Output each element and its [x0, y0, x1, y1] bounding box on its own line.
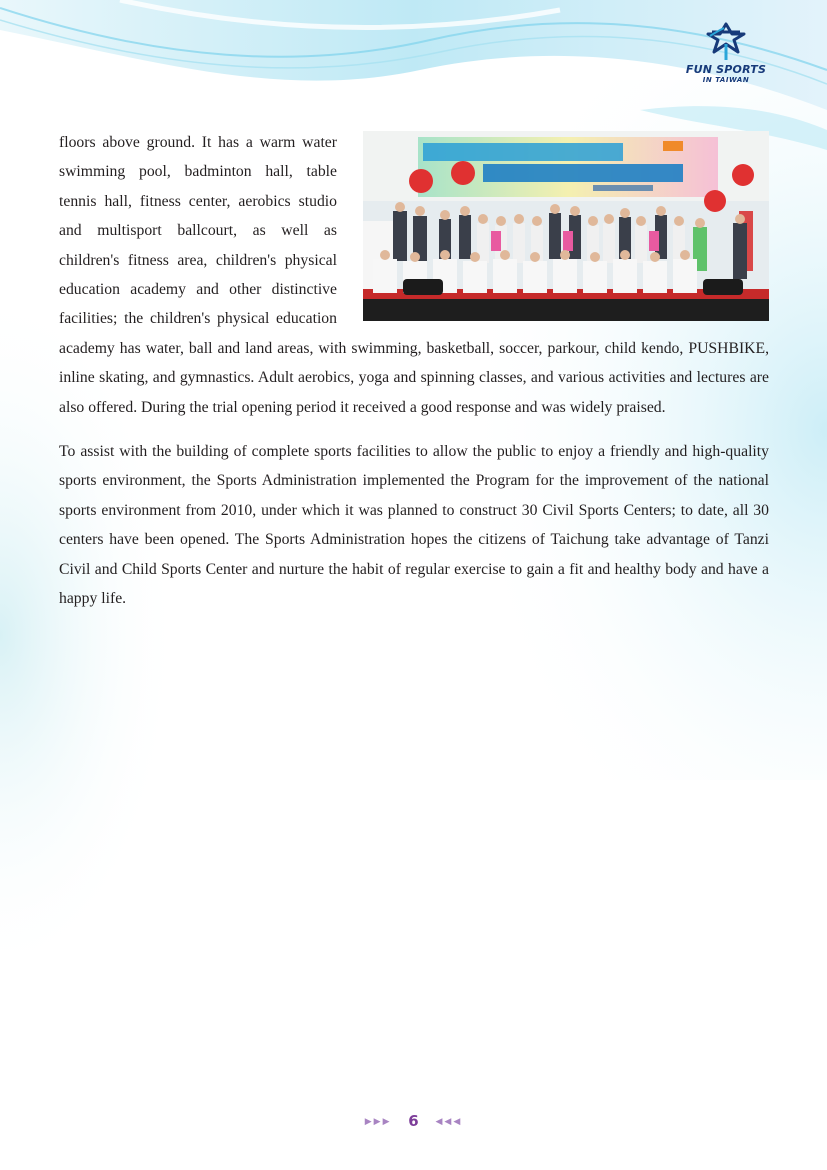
logo-title: FUN SPORTS [685, 63, 767, 76]
logo-subtitle: IN TAIWAN [702, 76, 750, 84]
article-body [59, 128, 769, 629]
fun-sports-emblem-icon [704, 22, 748, 64]
paragraph-1: floors above ground. It has a warm water swimming pool, badminton hall, table tennis hall, fitness center, aerobics studio and multisport ballcourt, as well as children's fitness area, children's physical education academy and other distinctive facilities; the children's physical education academy has water, ball and land areas, with swimming, basketball, soccer, parkour, child kendo, PUSHBIKE, inline skating, and gymnastics. Adult aerobics, yoga and spinning classes, and various activities and lectures are also offered. During the trial opening period it received a good response and was widely praised. [59, 134, 769, 416]
paragraph-2: To assist with the building of complete sports facilities to allow the public to enjoy a friendly and high-quality sports environment, the Sports Administration implemented the Program for the improvement of the national sports environment from 2010, under which it was planned to construct 30 Civil Sports Centers; to date, all 30 centers have been opened. The Sports Administration hopes the citizens of Taichung take advantage of Tanzi Civil and Child Sports Center and nurture the habit of regular exercise to gain a fit and healthy body and have a happy life. [59, 443, 769, 608]
page-number-footer [0, 1112, 827, 1130]
left-arrows-icon: ▶▶▶ [364, 1117, 392, 1127]
logo-wordmark [684, 64, 768, 84]
page-number: 6 [408, 1112, 419, 1130]
right-arrows-icon: ◀◀◀ [435, 1117, 463, 1127]
fun-sports-logo [684, 22, 768, 90]
opening-ceremony-photo [363, 131, 769, 321]
